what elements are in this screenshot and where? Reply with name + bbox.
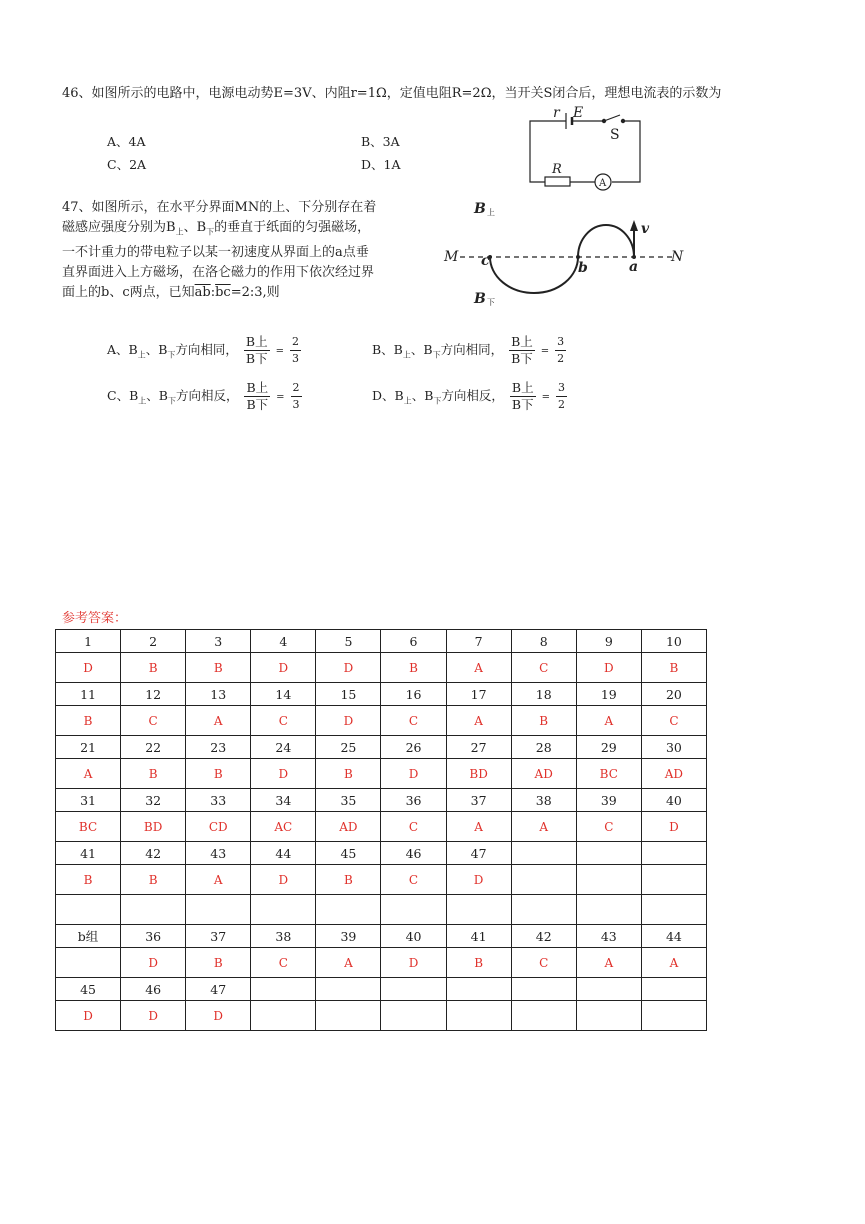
table-cell [576, 895, 641, 925]
table-cell: 5 [316, 630, 381, 653]
table-cell: 36 [381, 789, 446, 812]
table-cell: 31 [56, 789, 121, 812]
table-cell: A [186, 865, 251, 895]
q47-line-5: 面上的b、c两点，已知$\overline{ab}:\overline{bc}=2:3$,则 [62, 284, 280, 300]
table-cell: 26 [381, 736, 446, 759]
table-cell: C [381, 706, 446, 736]
table-cell: 24 [251, 736, 316, 759]
table-cell: 34 [251, 789, 316, 812]
table-cell [511, 865, 576, 895]
table-row [56, 925, 707, 948]
table-cell: B [316, 759, 381, 789]
table-cell: B [121, 653, 186, 683]
table-cell: D [446, 865, 511, 895]
table-cell: 29 [576, 736, 641, 759]
table-cell [576, 842, 641, 865]
table-row [56, 895, 707, 925]
table-cell: 35 [316, 789, 381, 812]
table-cell: D [56, 1001, 121, 1031]
answers-table [55, 629, 707, 1031]
table-cell: C [576, 812, 641, 842]
table-row [56, 706, 707, 736]
q47-line-3: 一不计重力的带电粒子以某一初速度从界面上的a点垂 [62, 244, 369, 260]
table-cell [316, 978, 381, 1001]
table-cell [121, 895, 186, 925]
table-cell: A [576, 706, 641, 736]
magnetic-field-diagram [440, 195, 690, 313]
label-a: a [629, 259, 639, 275]
table-cell [381, 895, 446, 925]
table-cell: BC [56, 812, 121, 842]
ammeter-label: A [599, 178, 607, 189]
table-cell [56, 895, 121, 925]
label-c: c [481, 253, 490, 269]
table-cell: D [251, 759, 316, 789]
table-cell: A [446, 812, 511, 842]
table-cell: B [121, 759, 186, 789]
q46-stem: 46、如图所示的电路中，电源电动势E=3V、内阻r=1Ω，定值电阻R=2Ω，当开关S闭合后，理想电流表的示数为 [62, 86, 722, 101]
table-cell: BD [446, 759, 511, 789]
table-cell [511, 895, 576, 925]
q46-option-b[interactable]: B、3A [361, 134, 400, 149]
table-cell: B [121, 865, 186, 895]
q46-option-d[interactable]: D、1A [361, 157, 401, 172]
circuit-label-E: E [573, 105, 584, 121]
q47-option-b[interactable]: B、$B_上$、$B_下$方向相同， $\frac{\text{B上}}{\text{B下}}$ = $\frac{3}{2}$ [372, 334, 565, 366]
table-cell [381, 1001, 446, 1031]
table-cell: D [251, 653, 316, 683]
table-cell: 46 [381, 842, 446, 865]
label-b: b [578, 260, 588, 276]
table-cell: 23 [186, 736, 251, 759]
label-v: v [641, 221, 650, 237]
table-cell: B [186, 653, 251, 683]
table-cell: 2 [121, 630, 186, 653]
table-row [56, 842, 707, 865]
table-cell: 39 [316, 925, 381, 948]
table-cell: 14 [251, 683, 316, 706]
label-B-down-sub: 下 [487, 298, 495, 307]
table-cell: 41 [56, 842, 121, 865]
table-cell: 41 [446, 925, 511, 948]
table-cell: 47 [186, 978, 251, 1001]
table-cell: 11 [56, 683, 121, 706]
table-cell: 8 [511, 630, 576, 653]
table-cell: b组 [56, 925, 121, 948]
label-M: M [444, 249, 459, 265]
table-cell: 22 [121, 736, 186, 759]
table-cell: 13 [186, 683, 251, 706]
table-cell: 30 [641, 736, 706, 759]
table-cell: 6 [381, 630, 446, 653]
table-cell: D [186, 1001, 251, 1031]
table-cell [641, 978, 706, 1001]
table-cell: B [511, 706, 576, 736]
q47-line-1: 47、如图所示，在水平分界面MN的上、下分别存在着 [62, 200, 377, 215]
table-cell: 20 [641, 683, 706, 706]
table-cell [641, 1001, 706, 1031]
table-cell [56, 948, 121, 978]
table-cell: B [186, 948, 251, 978]
q47-stem [62, 198, 434, 303]
table-row [56, 812, 707, 842]
table-row [56, 653, 707, 683]
table-cell: 46 [121, 978, 186, 1001]
table-cell: D [121, 948, 186, 978]
table-cell: D [381, 948, 446, 978]
table-cell: C [251, 948, 316, 978]
table-cell: B [316, 865, 381, 895]
table-cell [251, 978, 316, 1001]
table-cell: 10 [641, 630, 706, 653]
table-cell: 40 [381, 925, 446, 948]
table-cell: 37 [446, 789, 511, 812]
table-cell [381, 978, 446, 1001]
table-cell: D [316, 653, 381, 683]
table-cell: 1 [56, 630, 121, 653]
q46-option-c[interactable]: C、2A [107, 157, 147, 172]
table-cell: D [316, 706, 381, 736]
table-cell: 27 [446, 736, 511, 759]
table-cell: B [186, 759, 251, 789]
table-cell: B [381, 653, 446, 683]
table-cell: C [251, 706, 316, 736]
table-cell: AD [316, 812, 381, 842]
table-cell: 9 [576, 630, 641, 653]
table-cell: BD [121, 812, 186, 842]
table-cell: A [576, 948, 641, 978]
table-cell: C [511, 948, 576, 978]
table-cell: B [641, 653, 706, 683]
table-cell: 19 [576, 683, 641, 706]
table-cell: 25 [316, 736, 381, 759]
table-cell: C [381, 865, 446, 895]
table-cell [641, 895, 706, 925]
table-cell: B [446, 948, 511, 978]
answers-title: 参考答案： [62, 611, 128, 626]
table-cell: A [511, 812, 576, 842]
table-row [56, 736, 707, 759]
velocity-arrow-icon [630, 220, 638, 231]
q47-line-2: 磁感应强度分别为$B_上$、$B_下$的垂直于纸面的匀强磁场， [62, 220, 371, 237]
table-row [56, 1001, 707, 1031]
table-cell: 44 [641, 925, 706, 948]
table-cell: 43 [576, 925, 641, 948]
table-cell: A [56, 759, 121, 789]
table-cell: 38 [251, 925, 316, 948]
table-cell: 39 [576, 789, 641, 812]
table-cell [251, 1001, 316, 1031]
q47-option-c[interactable]: C、$B_上$、$B_下$方向相反， $\frac{\text{B上}}{\text{B下}}$ = $\frac{2}{3}$ [107, 380, 300, 412]
table-cell: 44 [251, 842, 316, 865]
table-cell: 16 [381, 683, 446, 706]
table-cell [511, 1001, 576, 1031]
table-cell: A [186, 706, 251, 736]
circuit-label-R: R [552, 162, 562, 177]
table-cell: 47 [446, 842, 511, 865]
table-cell: 17 [446, 683, 511, 706]
label-B-up-sub: 上 [487, 208, 495, 217]
table-cell: 45 [316, 842, 381, 865]
table-cell: C [121, 706, 186, 736]
table-cell: A [316, 948, 381, 978]
table-cell: A [446, 653, 511, 683]
table-cell [446, 978, 511, 1001]
circuit-diagram [520, 100, 660, 192]
table-cell: B [56, 865, 121, 895]
table-cell: 7 [446, 630, 511, 653]
table-cell: D [641, 812, 706, 842]
table-cell: D [576, 653, 641, 683]
table-row [56, 630, 707, 653]
table-cell: 36 [121, 925, 186, 948]
table-cell: 32 [121, 789, 186, 812]
table-cell [316, 1001, 381, 1031]
circuit-label-r: r [553, 105, 560, 121]
table-cell: 12 [121, 683, 186, 706]
table-cell: A [641, 948, 706, 978]
table-cell: 42 [121, 842, 186, 865]
label-N: N [671, 249, 684, 265]
table-cell [641, 865, 706, 895]
table-cell: AC [251, 812, 316, 842]
table-cell: B [56, 706, 121, 736]
table-cell: 43 [186, 842, 251, 865]
table-cell: D [56, 653, 121, 683]
table-cell: 18 [511, 683, 576, 706]
q47-line-4: 直界面进入上方磁场，在洛仑磁力的作用下依次经过界 [62, 264, 375, 280]
table-row [56, 865, 707, 895]
table-cell: BC [576, 759, 641, 789]
table-row [56, 759, 707, 789]
q47-option-d[interactable]: D、$B_上$、$B_下$方向相反， $\frac{\text{B上}}{\text{B下}}$ = $\frac{3}{2}$ [372, 380, 565, 412]
q46-option-a[interactable]: A、4A [107, 134, 146, 149]
table-cell: 28 [511, 736, 576, 759]
table-cell: C [641, 706, 706, 736]
table-cell: 38 [511, 789, 576, 812]
table-cell: 15 [316, 683, 381, 706]
table-cell: 33 [186, 789, 251, 812]
table-cell [576, 1001, 641, 1031]
table-cell [251, 895, 316, 925]
table-cell: 21 [56, 736, 121, 759]
table-cell: D [121, 1001, 186, 1031]
table-cell [186, 895, 251, 925]
table-cell [511, 978, 576, 1001]
table-cell [641, 842, 706, 865]
table-cell: AD [511, 759, 576, 789]
table-cell: 40 [641, 789, 706, 812]
table-cell: D [381, 759, 446, 789]
table-cell: 4 [251, 630, 316, 653]
table-row [56, 948, 707, 978]
table-cell: C [511, 653, 576, 683]
table-cell: AD [641, 759, 706, 789]
table-row [56, 683, 707, 706]
table-cell [446, 895, 511, 925]
table-cell: 42 [511, 925, 576, 948]
table-cell: D [251, 865, 316, 895]
table-row [56, 978, 707, 1001]
table-cell [316, 895, 381, 925]
table-cell: 3 [186, 630, 251, 653]
table-cell: 45 [56, 978, 121, 1001]
table-cell: C [381, 812, 446, 842]
table-cell [576, 865, 641, 895]
q47-option-a[interactable]: A、$B_上$、$B_下$方向相同， $\frac{\text{B上}}{\text{B下}}$ = $\frac{2}{3}$ [107, 334, 299, 366]
label-B-down: B [474, 291, 486, 307]
table-cell: CD [186, 812, 251, 842]
table-cell [576, 978, 641, 1001]
table-cell: A [446, 706, 511, 736]
table-row [56, 789, 707, 812]
table-cell [511, 842, 576, 865]
label-B-up: B [474, 201, 486, 217]
circuit-label-S: S [610, 127, 620, 143]
table-cell: 37 [186, 925, 251, 948]
table-cell [446, 1001, 511, 1031]
